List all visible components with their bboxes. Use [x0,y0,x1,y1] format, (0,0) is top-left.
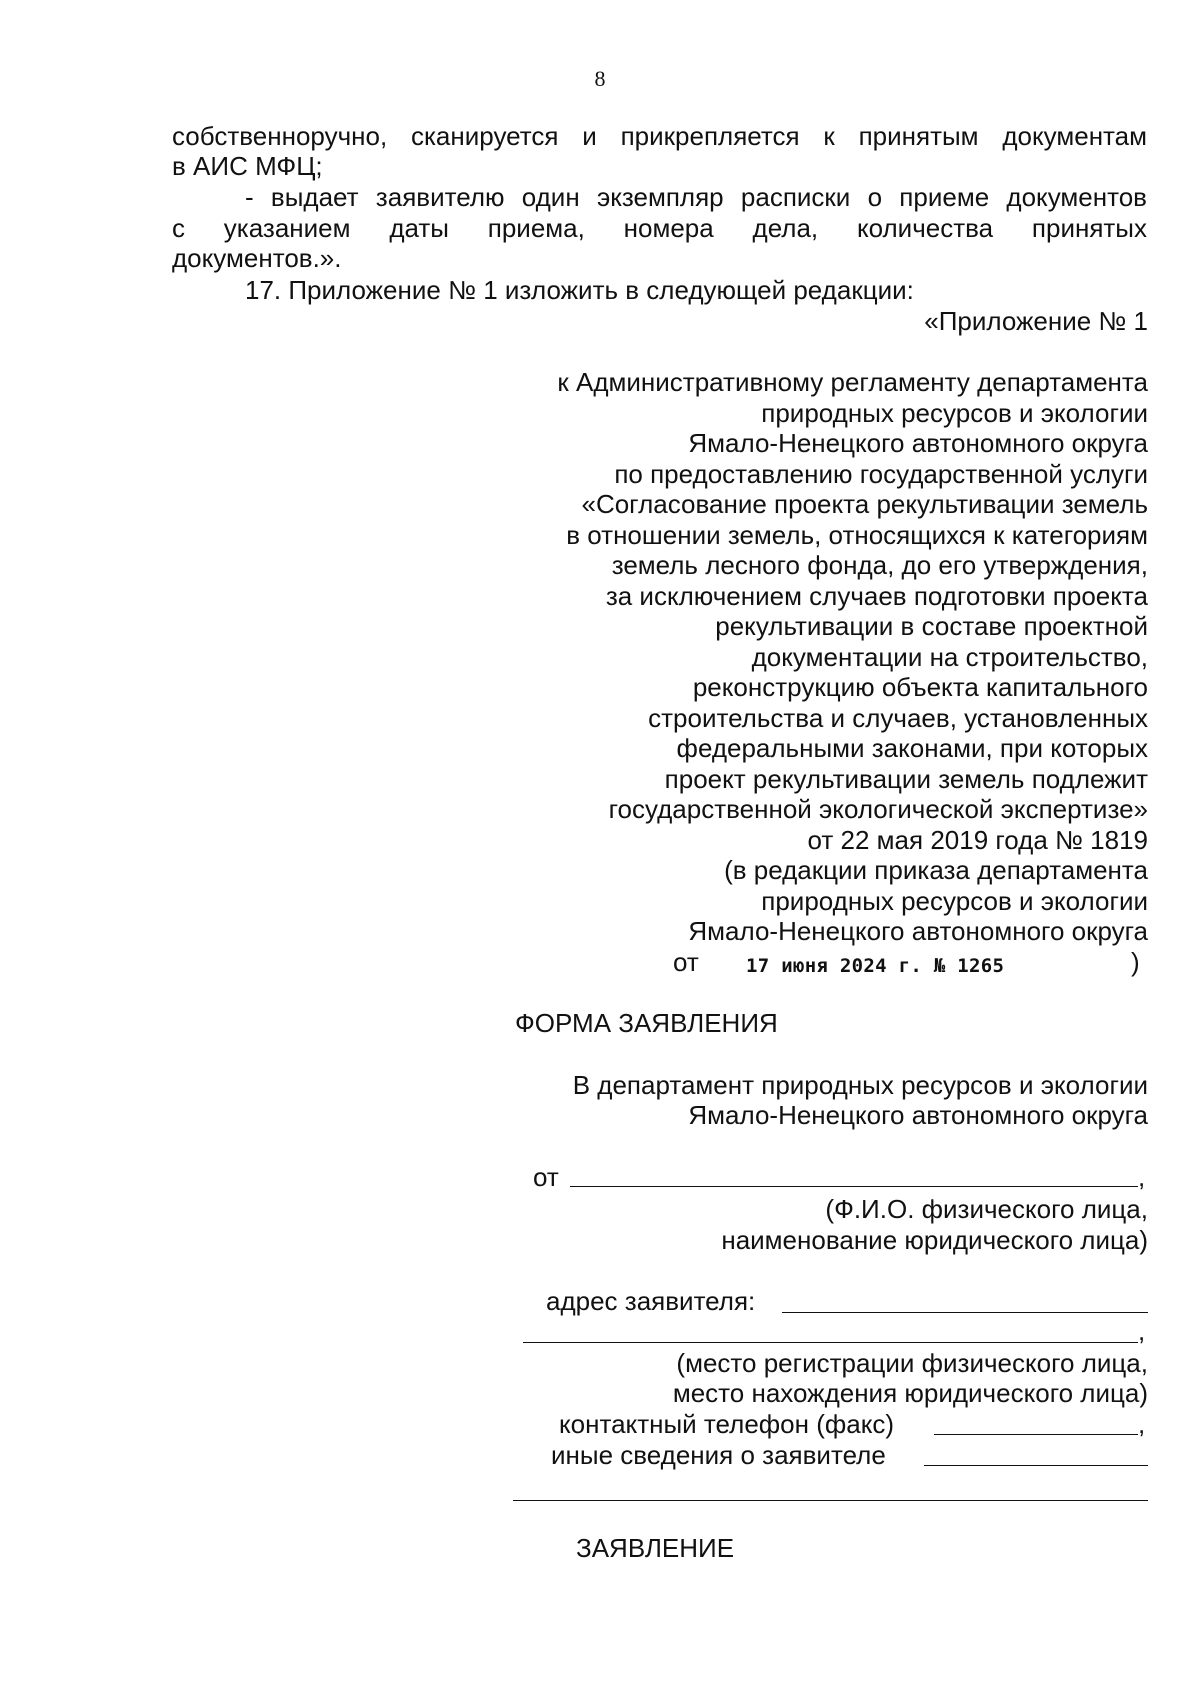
other-info-field-line-2[interactable] [513,1500,1148,1501]
address-hint-line-2: место нахождения юридического лица) [672,1378,1148,1408]
address-comma: , [1138,1316,1146,1346]
phone-label: контактный телефон (факс) [559,1409,895,1439]
appendix-line: (в редакции приказа департамента [724,855,1148,885]
order-date-stamp: 17 июня 2024 г. № 1265 [746,955,1005,977]
other-info-label: иные сведения о заявителе [551,1440,886,1470]
appendix-line: федеральными законами, при которых [676,733,1148,763]
appendix-line: проект рекультивации земель подлежит [664,764,1148,794]
body-line-5: документов.». [172,243,342,273]
body-line-1: собственноручно, сканируется и прикрепляется к принятым документам [172,121,1147,151]
appendix-line: реконструкцию объекта капитального [692,672,1148,702]
phone-comma: , [1138,1409,1146,1439]
appendix-line: по предоставлению государственной услуги [614,459,1148,489]
body-line-2: в АИС МФЦ; [172,151,323,181]
appendix-line: земель лесного фонда, до его утверждения, [611,550,1148,580]
applicant-name-field[interactable] [570,1186,1138,1187]
appendix-line: Ямало-Ненецкого автономного округа [688,916,1148,946]
name-hint-line-1: (Ф.И.О. физического лица, [825,1194,1148,1224]
other-info-field-line-1[interactable] [924,1465,1148,1466]
addressee-line-2: Ямало-Ненецкого автономного округа [688,1100,1148,1130]
appendix-line: в отношении земель, относящихся к категориям [566,520,1148,550]
appendix-line: Ямало-Ненецкого автономного округа [688,428,1148,458]
address-label: адрес заявителя: [546,1286,756,1316]
appendix-line: «Согласование проекта рекультивации земель [581,489,1148,519]
phone-field[interactable] [934,1434,1138,1435]
body-line-3: - выдает заявителю один экземпляр расписки о приеме документов [245,182,1147,212]
appendix-line: документации на строительство, [751,642,1148,672]
address-field-line-1[interactable] [782,1312,1148,1313]
page-number: 8 [594,66,606,91]
appendix-line: за исключением случаев подготовки проекта [605,581,1148,611]
form-title: ФОРМА ЗАЯВЛЕНИЯ [515,1008,778,1038]
appendix-line: к Административному регламенту департамента [557,367,1148,397]
body-line-4: с указанием даты приема, номера дела, количества принятых [172,213,1147,243]
appendix-line: рекультивации в составе проектной [715,611,1148,641]
name-hint-line-2: наименование юридического лица) [721,1225,1148,1255]
appendix-line: от 22 мая 2019 года № 1819 [807,825,1148,855]
from-label: от [533,1162,559,1192]
appendix-line: природных ресурсов и экологии [761,398,1148,428]
body-line-6: 17. Приложение № 1 изложить в следующей редакции: [245,275,914,305]
appendix-from-prefix: от [673,947,699,977]
appendix-line: государственной экологической экспертизе» [608,794,1148,824]
address-field-line-2[interactable] [523,1342,1138,1343]
addressee-line-1: В департамент природных ресурсов и экологии [572,1070,1148,1100]
appendix-line: природных ресурсов и экологии [761,886,1148,916]
statement-title: ЗАЯВЛЕНИЕ [576,1533,735,1563]
name-comma: , [1138,1162,1146,1192]
appendix-close-paren: ) [1131,947,1140,977]
appendix-title: «Приложение № 1 [924,306,1148,336]
address-hint-line-1: (место регистрации физического лица, [676,1348,1148,1378]
appendix-line: строительства и случаев, установленных [648,703,1148,733]
